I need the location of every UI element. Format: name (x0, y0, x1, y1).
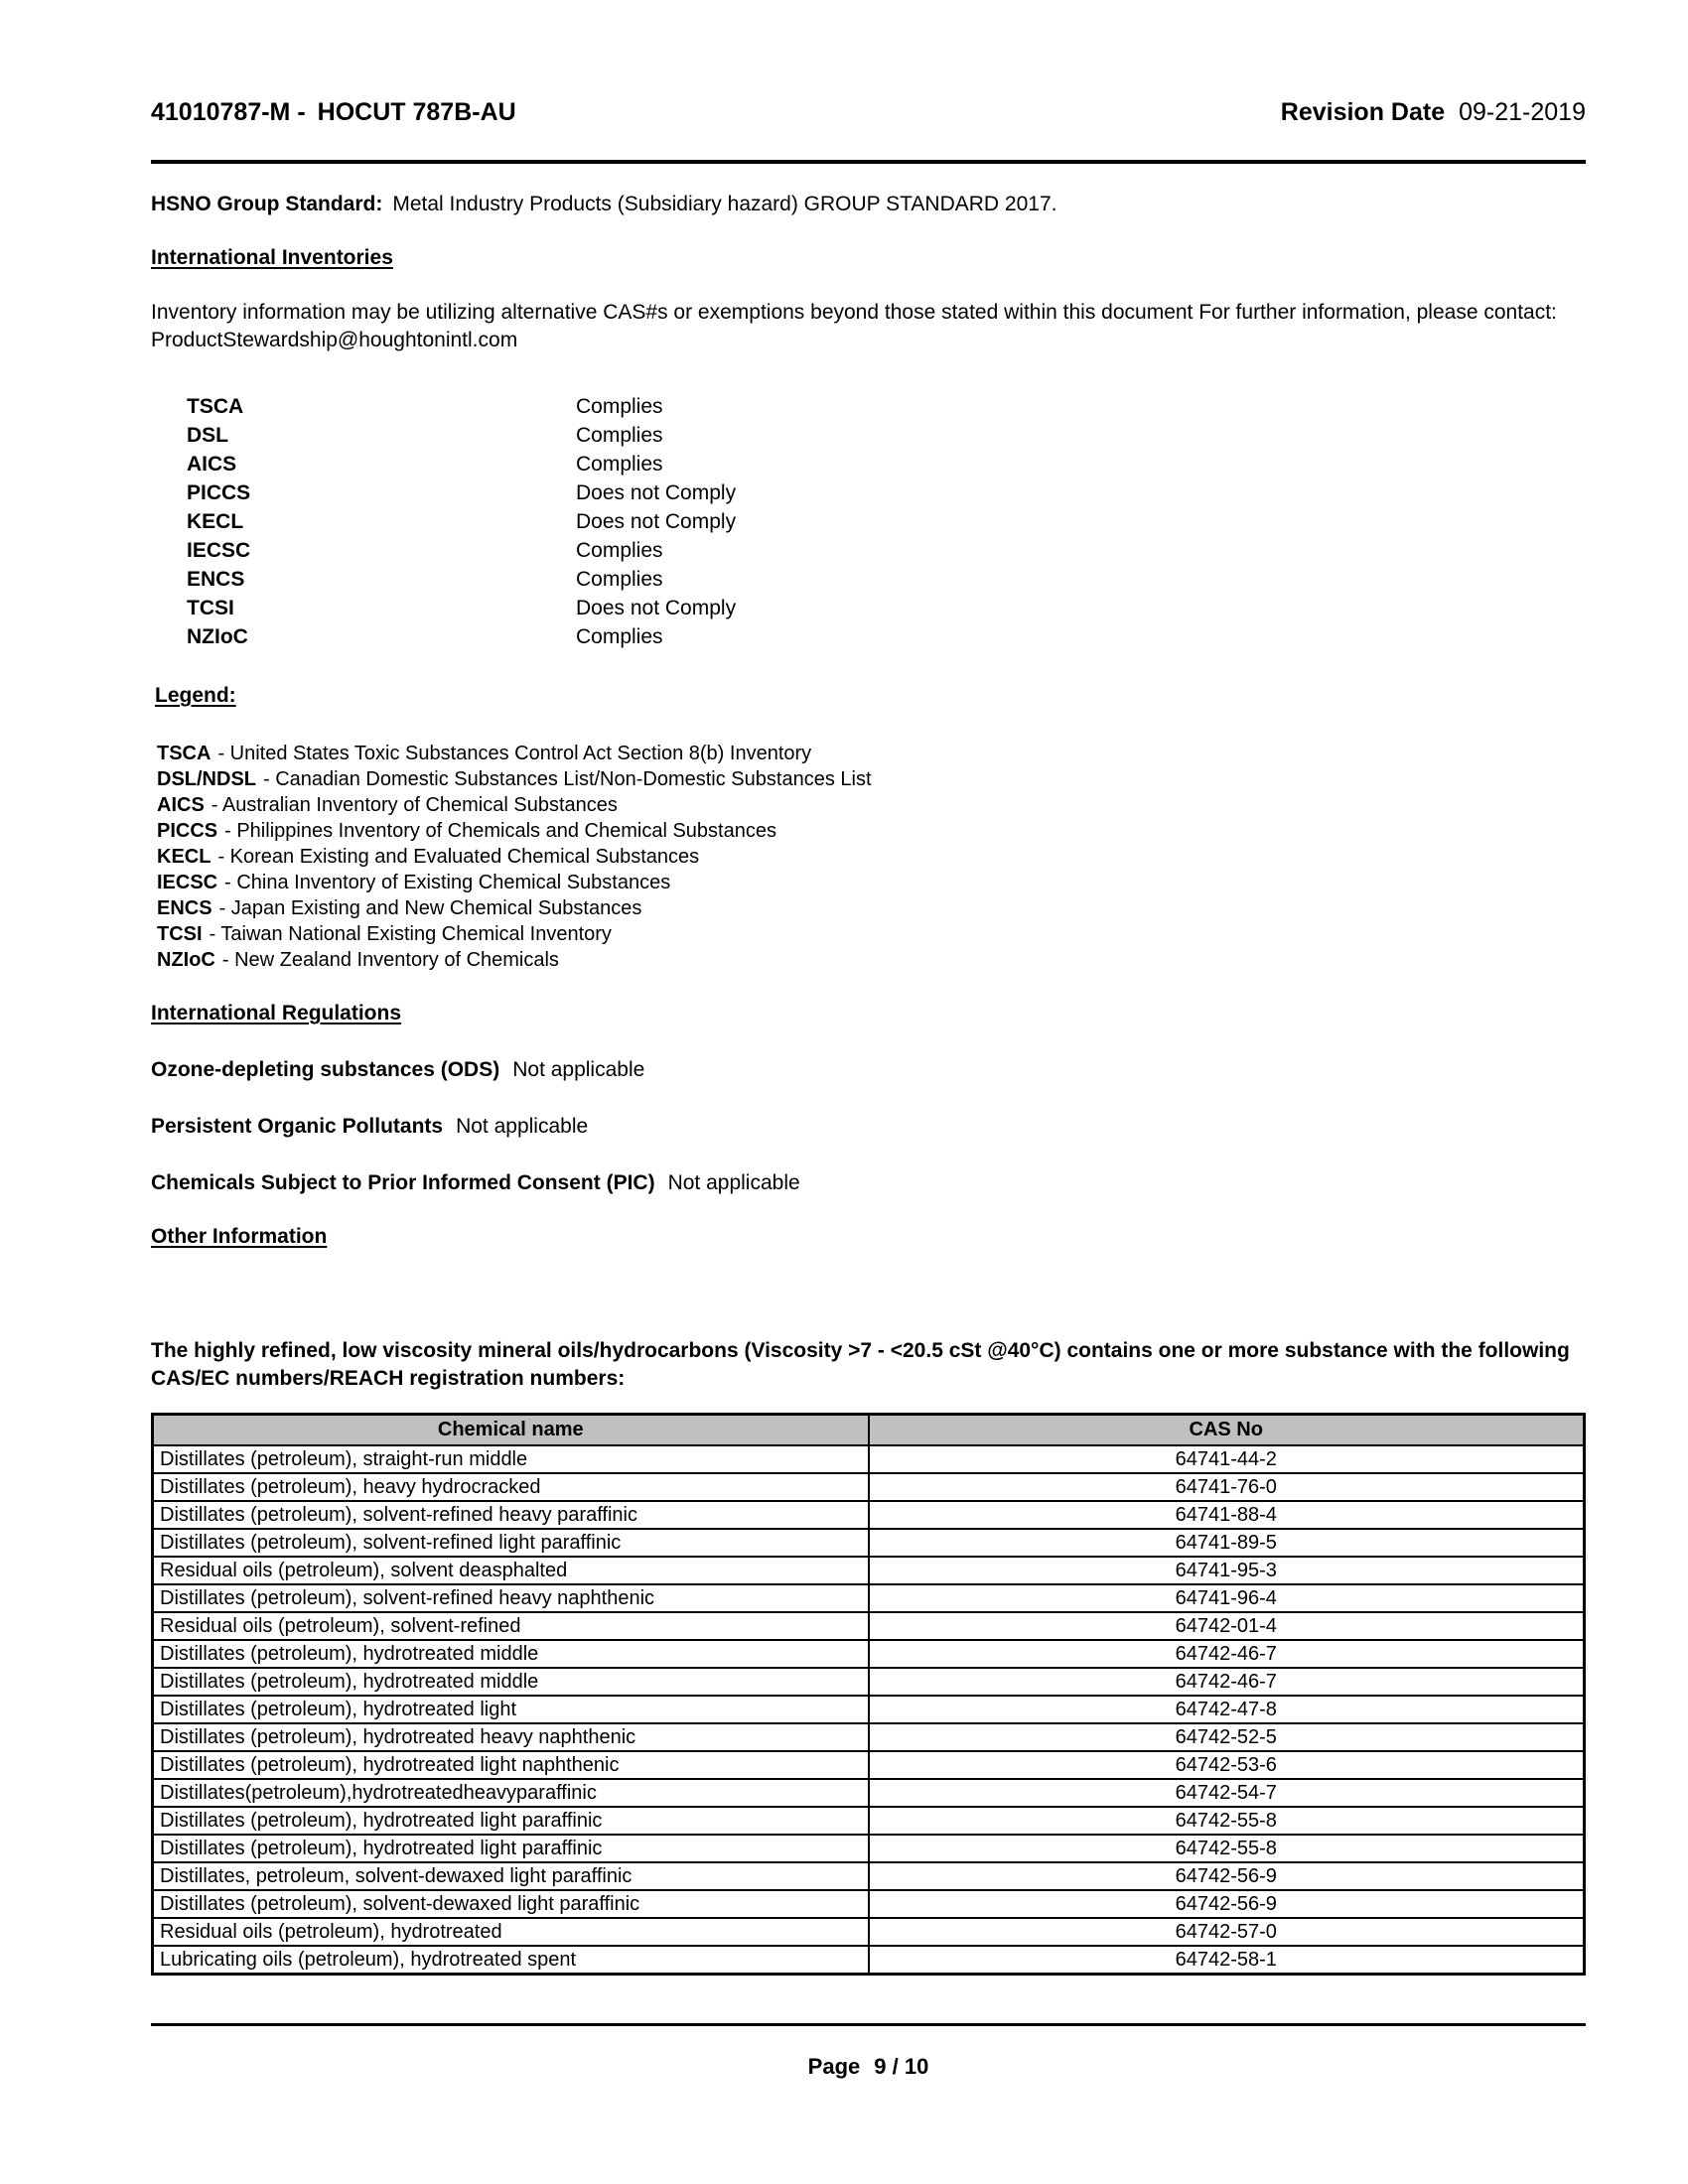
header-divider (151, 160, 1586, 164)
legend-code: TCSI (157, 923, 203, 945)
inventory-row (187, 594, 1586, 622)
inventory-status: Complies (576, 568, 663, 591)
inventory-row (187, 478, 1586, 507)
inventory-code: AICS (187, 453, 237, 476)
inventory-code: PICCS (187, 481, 251, 504)
refined-oils-statement: The highly refined, low viscosity mineral oils/hydrocarbons (Viscosity >7 - <20.5 cSt @40°C) contains one or more substance with the following CAS/EC numbers/REACH registration numbers: (151, 1339, 1570, 1390)
legend-entry (157, 895, 1586, 921)
inventory-list (151, 392, 1586, 651)
cas-table-row (153, 1890, 1585, 1918)
inventory-row (187, 565, 1586, 594)
inventory-row (187, 536, 1586, 565)
legend-code: AICS (157, 794, 205, 816)
inventory-status: Complies (576, 424, 663, 447)
page-number (151, 2054, 1586, 2080)
legend-desc: - New Zealand Inventory of Chemicals (221, 949, 559, 971)
legend-list (151, 741, 1586, 973)
cas-no-cell: 64741-96-4 (869, 1584, 1585, 1612)
cas-table-row (153, 1946, 1585, 1975)
cas-table-body (153, 1445, 1585, 1975)
chemical-name-cell: Distillates (petroleum), solvent-refined light paraffinic (153, 1529, 869, 1557)
product-name: HOCUT 787B-AU (317, 98, 516, 126)
hsno-label: HSNO Group Standard: (151, 193, 383, 215)
chemical-name-cell: Distillates (petroleum), solvent-refined heavy naphthenic (153, 1584, 869, 1612)
legend-entry (157, 766, 1586, 792)
legend-desc: - Taiwan National Existing Chemical Inventory (209, 923, 612, 945)
inventory-note: Inventory information may be utilizing alternative CAS#s or exemptions beyond those stated within this document For further information, please contact: ProductStewardship@houghtonintl.com (151, 301, 1557, 351)
legend-desc: - China Inventory of Existing Chemical Substances (224, 872, 671, 893)
chemical-name-header: Chemical name (153, 1415, 869, 1446)
legend-desc: - Australian Inventory of Chemical Substances (211, 794, 618, 816)
legend-desc: - United States Toxic Substances Control Act Section 8(b) Inventory (217, 743, 812, 764)
cas-table-row (153, 1668, 1585, 1696)
chemical-name-cell: Distillates (petroleum), hydrotreated middle (153, 1668, 869, 1696)
chemical-name-cell: Distillates (petroleum), solvent-refined heavy paraffinic (153, 1501, 869, 1529)
legend-code: PICCS (157, 820, 218, 842)
cas-table-row (153, 1445, 1585, 1473)
cas-no-header: CAS No (869, 1415, 1585, 1446)
chemical-name-cell: Distillates (petroleum), hydrotreated light naphthenic (153, 1751, 869, 1779)
inventory-row (187, 507, 1586, 536)
cas-table-row (153, 1557, 1585, 1584)
legend-entry (157, 870, 1586, 895)
chemical-name-cell: Residual oils (petroleum), solvent deasphalted (153, 1557, 869, 1584)
page-label: Page (807, 2054, 861, 2079)
regulation-item (151, 1114, 1586, 1140)
revision-date-label: Revision Date (1280, 98, 1446, 126)
page-value: 9 / 10 (874, 2054, 929, 2079)
inventory-row (187, 450, 1586, 478)
legend-code: IECSC (157, 872, 218, 893)
inventory-status: Complies (576, 395, 663, 418)
inventory-code: TCSI (187, 597, 234, 619)
legend-entry (157, 921, 1586, 947)
legend-desc: - Canadian Domestic Substances List/Non-Domestic Substances List (263, 768, 872, 790)
regulation-value: Not applicable (512, 1058, 645, 1081)
legend-code: KECL (157, 846, 211, 868)
cas-table-row (153, 1501, 1585, 1529)
international-regulations-heading: International Regulations (151, 1002, 402, 1024)
legend-entry (157, 792, 1586, 818)
cas-no-cell: 64742-55-8 (869, 1807, 1585, 1835)
legend-entry (157, 844, 1586, 870)
legend-code: DSL/NDSL (157, 768, 256, 790)
chemical-name-cell: Distillates (petroleum), hydrotreated light paraffinic (153, 1807, 869, 1835)
hsno-value: Metal Industry Products (Subsidiary hazard) GROUP STANDARD 2017. (392, 193, 1057, 215)
cas-no-cell: 64742-54-7 (869, 1779, 1585, 1807)
revision-date-block (1281, 97, 1586, 127)
chemical-name-cell: Lubricating oils (petroleum), hydrotreated spent (153, 1946, 869, 1975)
cas-table-row (153, 1807, 1585, 1835)
legend-heading: Legend: (155, 684, 236, 707)
inventory-status: Does not Comply (576, 510, 737, 533)
cas-table-row (153, 1529, 1585, 1557)
regulations-list (151, 1057, 1586, 1196)
cas-no-cell: 64742-55-8 (869, 1835, 1585, 1862)
legend-entry (157, 818, 1586, 844)
cas-table-head (153, 1415, 1585, 1446)
chemical-name-cell: Residual oils (petroleum), solvent-refined (153, 1612, 869, 1640)
cas-no-cell: 64742-46-7 (869, 1640, 1585, 1668)
chemical-name-cell: Distillates, petroleum, solvent-dewaxed light paraffinic (153, 1862, 869, 1890)
chemical-name-cell: Distillates (petroleum), solvent-dewaxed light paraffinic (153, 1890, 869, 1918)
regulation-item (151, 1170, 1586, 1196)
cas-no-cell: 64742-46-7 (869, 1668, 1585, 1696)
inventory-code: TSCA (187, 395, 244, 418)
inventory-row (187, 392, 1586, 421)
cas-table-row (153, 1835, 1585, 1862)
legend-desc: - Philippines Inventory of Chemicals and Chemical Substances (224, 820, 776, 842)
cas-table-row (153, 1584, 1585, 1612)
inventory-code: DSL (187, 424, 228, 447)
chemical-name-cell: Distillates (petroleum), heavy hydrocracked (153, 1473, 869, 1501)
cas-no-cell: 64741-76-0 (869, 1473, 1585, 1501)
cas-no-cell: 64742-01-4 (869, 1612, 1585, 1640)
other-information-heading: Other Information (151, 1225, 328, 1248)
inventory-status: Complies (576, 625, 663, 648)
legend-desc: - Japan Existing and New Chemical Substances (218, 897, 642, 919)
cas-no-cell: 64741-89-5 (869, 1529, 1585, 1557)
cas-no-cell: 64742-56-9 (869, 1890, 1585, 1918)
cas-table-header-row (153, 1415, 1585, 1446)
legend-desc: - Korean Existing and Evaluated Chemical Substances (217, 846, 700, 868)
chemical-name-cell: Residual oils (petroleum), hydrotreated (153, 1918, 869, 1946)
inventory-code: ENCS (187, 568, 245, 591)
revision-date-value: 09-21-2019 (1459, 98, 1586, 126)
inventory-status: Complies (576, 539, 663, 562)
cas-no-cell: 64742-52-5 (869, 1723, 1585, 1751)
cas-table-row (153, 1696, 1585, 1723)
inventory-code: KECL (187, 510, 244, 533)
regulation-value: Not applicable (667, 1171, 800, 1194)
inventory-status: Does not Comply (576, 481, 737, 504)
regulation-value: Not applicable (456, 1115, 589, 1138)
international-inventories-heading: International Inventories (151, 246, 393, 269)
inventory-status: Complies (576, 453, 663, 476)
inventory-status: Does not Comply (576, 597, 737, 619)
chemical-name-cell: Distillates(petroleum),hydrotreatedheavyparaffinic (153, 1779, 869, 1807)
cas-table-row (153, 1918, 1585, 1946)
regulation-label: Chemicals Subject to Prior Informed Consent (PIC) (151, 1171, 655, 1194)
cas-no-cell: 64742-47-8 (869, 1696, 1585, 1723)
cas-table-row (153, 1723, 1585, 1751)
cas-no-cell: 64741-44-2 (869, 1445, 1585, 1473)
regulation-item (151, 1057, 1586, 1083)
regulation-label: Ozone-depleting substances (ODS) (151, 1058, 500, 1081)
chemical-name-cell: Distillates (petroleum), hydrotreated light paraffinic (153, 1835, 869, 1862)
document-code: 41010787-M - (151, 98, 306, 126)
legend-entry (157, 947, 1586, 973)
document-title (151, 97, 516, 127)
footer-divider (151, 2023, 1586, 2026)
regulation-label: Persistent Organic Pollutants (151, 1115, 444, 1138)
chemical-name-cell: Distillates (petroleum), straight-run middle (153, 1445, 869, 1473)
legend-code: ENCS (157, 897, 212, 919)
cas-table-row (153, 1612, 1585, 1640)
inventory-code: NZIoC (187, 625, 248, 648)
inventory-code: IECSC (187, 539, 251, 562)
legend-code: NZIoC (157, 949, 215, 971)
hsno-group-standard (151, 192, 1586, 217)
cas-no-cell: 64742-57-0 (869, 1918, 1585, 1946)
cas-no-cell: 64741-95-3 (869, 1557, 1585, 1584)
cas-no-cell: 64742-58-1 (869, 1946, 1585, 1975)
cas-table-row (153, 1640, 1585, 1668)
inventory-row (187, 421, 1586, 450)
cas-table-row (153, 1751, 1585, 1779)
legend-code: TSCA (157, 743, 211, 764)
cas-table-row (153, 1473, 1585, 1501)
legend-entry (157, 741, 1586, 766)
cas-table (151, 1413, 1586, 1976)
cas-no-cell: 64741-88-4 (869, 1501, 1585, 1529)
chemical-name-cell: Distillates (petroleum), hydrotreated heavy naphthenic (153, 1723, 869, 1751)
inventory-row (187, 622, 1586, 651)
document-header (151, 97, 1586, 127)
chemical-name-cell: Distillates (petroleum), hydrotreated middle (153, 1640, 869, 1668)
cas-no-cell: 64742-56-9 (869, 1862, 1585, 1890)
cas-no-cell: 64742-53-6 (869, 1751, 1585, 1779)
chemical-name-cell: Distillates (petroleum), hydrotreated light (153, 1696, 869, 1723)
cas-table-row (153, 1862, 1585, 1890)
cas-table-row (153, 1779, 1585, 1807)
